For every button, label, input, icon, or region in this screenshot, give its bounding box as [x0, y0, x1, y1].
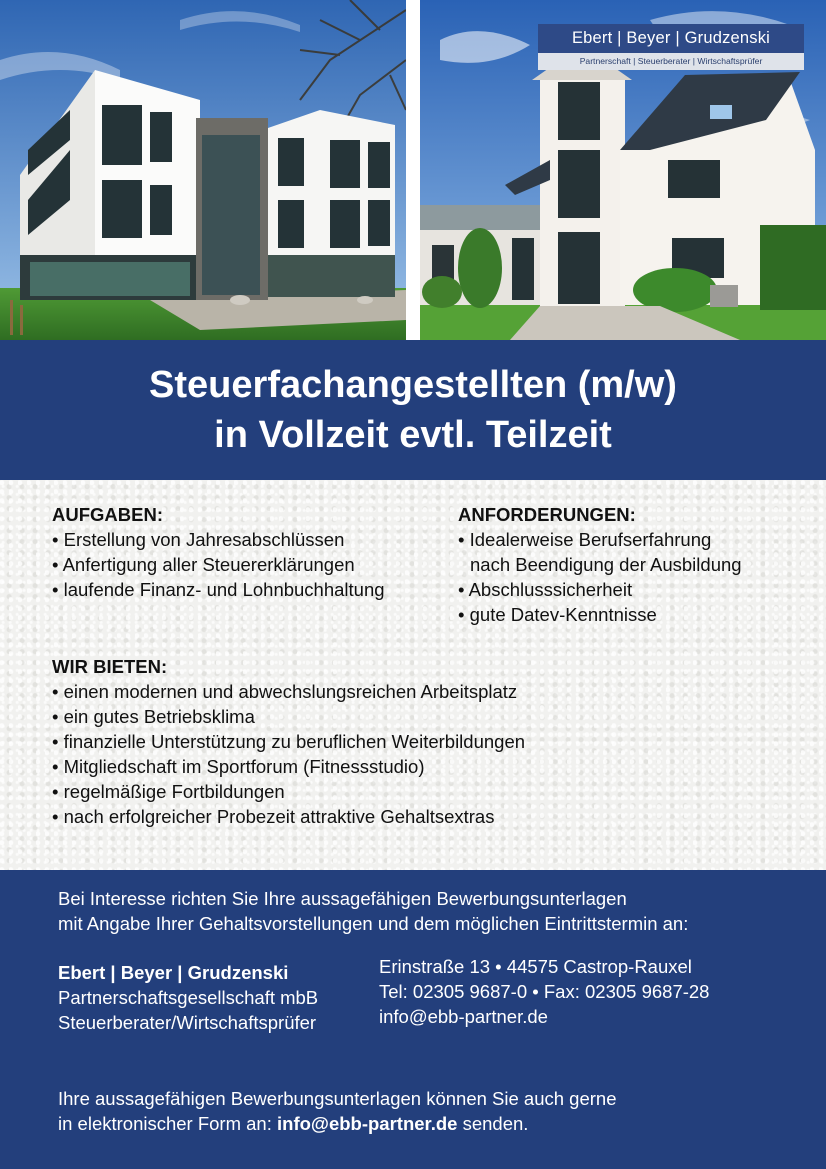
list-item: • laufende Finanz- und Lohnbuchhaltung [52, 579, 385, 600]
closing-prefix: in elektronischer Form an: [58, 1113, 272, 1134]
tasks-heading: AUFGABEN: [52, 504, 163, 525]
contact-block [379, 954, 709, 1029]
closing-line-2 [58, 1111, 617, 1136]
list-item: • nach erfolgreicher Probezeit attraktive Gehaltsextras [52, 806, 495, 827]
list-item: • Erstellung von Jahresabschlüssen [52, 529, 345, 550]
intro-line-2: mit Angabe Ihrer Gehaltsvorstellungen und dem möglichen Eintrittstermin an: [58, 913, 689, 934]
closing-suffix: senden. [462, 1113, 529, 1134]
list-item: • einen modernen und abwechslungsreichen Arbeitsplatz [52, 681, 518, 702]
email-link[interactable]: info@ebb-partner.de [379, 1006, 548, 1027]
application-intro [58, 886, 688, 936]
company-legal-form: Partnerschaftsgesellschaft mbB [58, 987, 319, 1008]
company-profession: Steuerberater/Wirtschaftsprüfer [58, 1012, 317, 1033]
logo-name: Ebert | Beyer | Grudzenski [538, 24, 804, 53]
job-title-band [0, 340, 826, 480]
company-logo [538, 24, 804, 70]
logo-tagline: Partnerschaft | Steuerberater | Wirtschaftsprüfer [538, 53, 804, 70]
list-item: • finanzielle Unterstützung zu beruflichen Weiterbildungen [52, 731, 526, 752]
company-name: Ebert | Beyer | Grudzenski [58, 962, 289, 983]
list-item: • gute Datev-Kenntnisse [458, 604, 657, 625]
intro-line-1: Bei Interesse richten Sie Ihre aussagefähigen Bewerbungsunterlagen [58, 888, 627, 909]
requirements-heading: ANFORDERUNGEN: [458, 504, 636, 525]
closing-note [58, 1086, 617, 1136]
tasks-section [52, 502, 442, 602]
list-item: • Mitgliedschaft im Sportforum (Fitnessstudio) [52, 756, 425, 777]
requirements-section [458, 502, 818, 627]
list-item: • Anfertigung aller Steuererklärungen [52, 554, 355, 575]
closing-email-link[interactable]: info@ebb-partner.de [277, 1113, 458, 1134]
list-item: • ein gutes Betriebsklima [52, 706, 255, 727]
list-item-continuation: nach Beendigung der Ausbildung [470, 554, 742, 575]
company-block [58, 960, 318, 1035]
list-item: • Idealerweise Berufserfahrung [458, 529, 712, 550]
list-item: • Abschlusssicherheit [458, 579, 633, 600]
job-title-line-2: in Vollzeit evtl. Teilzeit [214, 414, 612, 456]
job-details [0, 480, 826, 870]
benefits-heading: WIR BIETEN: [52, 656, 168, 677]
phone-fax: Tel: 02305 9687-0 • Fax: 02305 9687-28 [379, 981, 710, 1002]
job-title-line-1: Steuerfachangestellten (m/w) [149, 364, 677, 406]
application-info [0, 870, 826, 1169]
list-item: • regelmäßige Fortbildungen [52, 781, 285, 802]
closing-line-1: Ihre aussagefähigen Bewerbungsunterlagen können Sie auch gerne [58, 1088, 617, 1109]
office-building-photo-left [0, 0, 406, 340]
photo-header [0, 0, 826, 340]
benefits-section [52, 654, 672, 829]
address: Erinstraße 13 • 44575 Castrop-Rauxel [379, 956, 692, 977]
